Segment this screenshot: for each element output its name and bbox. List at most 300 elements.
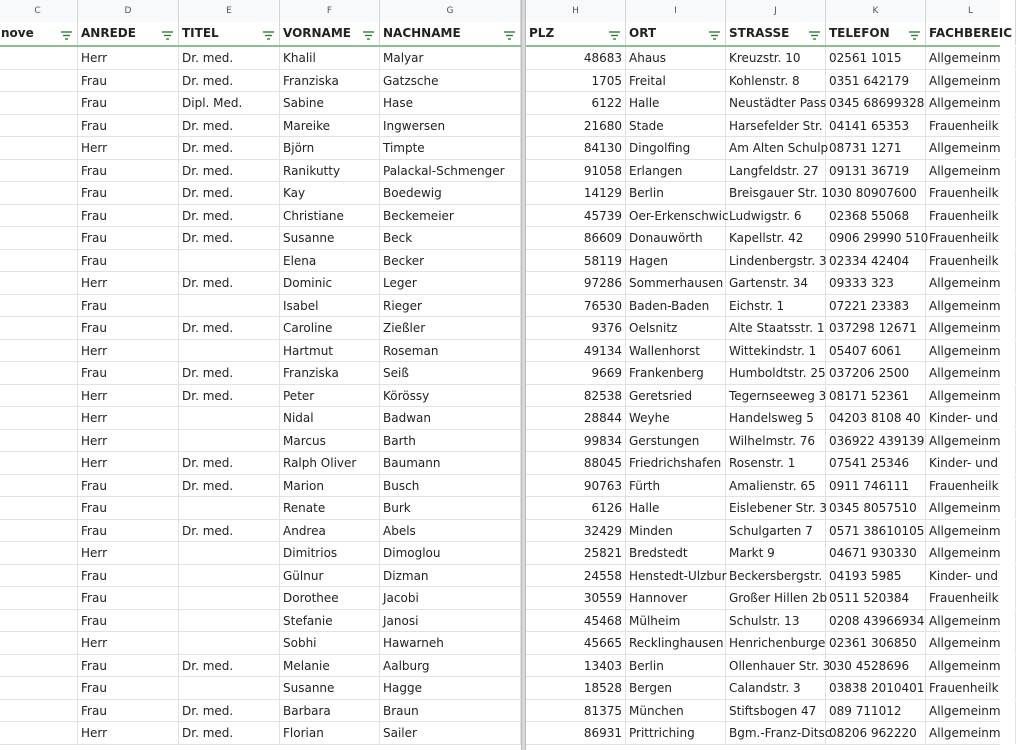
filter-icon[interactable]: [708, 27, 721, 40]
cell-plz[interactable]: 82538: [526, 385, 626, 407]
cell-plz[interactable]: 58119: [526, 250, 626, 272]
cell-titel[interactable]: [179, 250, 280, 272]
cell-strasse[interactable]: Eichstr. 1: [726, 295, 826, 317]
cell-ort[interactable]: Frankenberg: [626, 362, 726, 384]
cell-ort[interactable]: Minden: [626, 520, 726, 542]
cell-ort[interactable]: Geretsried: [626, 385, 726, 407]
cell-c[interactable]: [0, 362, 78, 384]
cell-fachbereich[interactable]: Kinder- und: [926, 565, 1016, 587]
cell-ort[interactable]: Berlin: [626, 182, 726, 204]
cell-telefon[interactable]: 030 80907600: [826, 182, 926, 204]
cell-fachbereich[interactable]: Allgemeinm: [926, 700, 1016, 722]
cell-c[interactable]: [0, 475, 78, 497]
cell-strasse[interactable]: Kohlenstr. 8: [726, 70, 826, 92]
cell-c[interactable]: [0, 610, 78, 632]
cell-c[interactable]: [0, 385, 78, 407]
cell-vorname[interactable]: Franziska: [280, 70, 380, 92]
cell-vorname[interactable]: Susanne: [280, 227, 380, 249]
cell-fachbereich[interactable]: Allgemeinm: [926, 137, 1016, 159]
cell-fachbereich[interactable]: Frauenheilk: [926, 250, 1016, 272]
cell-titel[interactable]: [179, 677, 280, 699]
cell-fachbereich[interactable]: Frauenheilk: [926, 677, 1016, 699]
cell-titel[interactable]: [179, 587, 280, 609]
cell-c[interactable]: [0, 700, 78, 722]
cell-anrede[interactable]: Frau: [78, 227, 179, 249]
cell-titel[interactable]: [179, 295, 280, 317]
cell-vorname[interactable]: Florian: [280, 722, 380, 744]
cell-ort[interactable]: Halle: [626, 497, 726, 519]
cell-telefon[interactable]: 05407 6061: [826, 340, 926, 362]
cell-anrede[interactable]: Frau: [78, 520, 179, 542]
cell-vorname[interactable]: Sabine: [280, 92, 380, 114]
cell-titel[interactable]: [179, 542, 280, 564]
cell-plz[interactable]: 88045: [526, 452, 626, 474]
cell-telefon[interactable]: 0571 38610105: [826, 520, 926, 542]
cell-telefon[interactable]: 02561 1015: [826, 47, 926, 69]
cell-nachname[interactable]: Burk: [380, 497, 521, 519]
cell-nachname[interactable]: Badwan: [380, 407, 521, 429]
cell-telefon[interactable]: 04193 5985: [826, 565, 926, 587]
frozen-column-divider[interactable]: [521, 0, 526, 750]
filter-icon[interactable]: [362, 27, 375, 40]
cell-nachname[interactable]: Beck: [380, 227, 521, 249]
cell-titel[interactable]: Dipl. Med.: [179, 92, 280, 114]
cell-c[interactable]: [0, 722, 78, 744]
cell-vorname[interactable]: Nidal: [280, 407, 380, 429]
column-letter-e[interactable]: E: [179, 0, 280, 22]
cell-strasse[interactable]: Harsefelder Str.: [726, 115, 826, 137]
cell-anrede[interactable]: Frau: [78, 700, 179, 722]
cell-strasse[interactable]: Humboldtstr. 25: [726, 362, 826, 384]
cell-titel[interactable]: [179, 430, 280, 452]
header-cell-plz[interactable]: [526, 22, 626, 45]
cell-fachbereich[interactable]: Frauenheilk: [926, 587, 1016, 609]
cell-plz[interactable]: 6126: [526, 497, 626, 519]
cell-fachbereich[interactable]: Allgemeinm: [926, 47, 1016, 69]
cell-nachname[interactable]: Abels: [380, 520, 521, 542]
cell-anrede[interactable]: Frau: [78, 677, 179, 699]
header-cell-strasse[interactable]: [726, 22, 826, 45]
column-letter-j[interactable]: J: [726, 0, 826, 22]
cell-telefon[interactable]: 08171 52361: [826, 385, 926, 407]
cell-vorname[interactable]: Gülnur: [280, 565, 380, 587]
cell-c[interactable]: [0, 677, 78, 699]
cell-c[interactable]: [0, 542, 78, 564]
cell-c[interactable]: [0, 205, 78, 227]
cell-ort[interactable]: Weyhe: [626, 407, 726, 429]
cell-vorname[interactable]: Elena: [280, 250, 380, 272]
cell-vorname[interactable]: Dorothee: [280, 587, 380, 609]
cell-vorname[interactable]: Peter: [280, 385, 380, 407]
cell-vorname[interactable]: Barbara: [280, 700, 380, 722]
cell-nachname[interactable]: Gatzsche: [380, 70, 521, 92]
column-letter-f[interactable]: F: [280, 0, 380, 22]
cell-strasse[interactable]: Amalienstr. 65: [726, 475, 826, 497]
cell-anrede[interactable]: Herr: [78, 430, 179, 452]
cell-fachbereich[interactable]: Frauenheilk: [926, 182, 1016, 204]
cell-telefon[interactable]: 02334 42404: [826, 250, 926, 272]
cell-titel[interactable]: Dr. med.: [179, 70, 280, 92]
cell-vorname[interactable]: Stefanie: [280, 610, 380, 632]
cell-titel[interactable]: Dr. med.: [179, 700, 280, 722]
cell-nachname[interactable]: Becker: [380, 250, 521, 272]
cell-plz[interactable]: 18528: [526, 677, 626, 699]
cell-telefon[interactable]: 0351 642179: [826, 70, 926, 92]
cell-anrede[interactable]: Frau: [78, 655, 179, 677]
cell-telefon[interactable]: 037206 2500: [826, 362, 926, 384]
filter-icon[interactable]: [60, 27, 73, 40]
cell-plz[interactable]: 14129: [526, 182, 626, 204]
cell-titel[interactable]: [179, 565, 280, 587]
cell-anrede[interactable]: Frau: [78, 205, 179, 227]
cell-ort[interactable]: Bredstedt: [626, 542, 726, 564]
cell-c[interactable]: [0, 407, 78, 429]
cell-c[interactable]: [0, 70, 78, 92]
cell-plz[interactable]: 30559: [526, 587, 626, 609]
cell-fachbereich[interactable]: Allgemeinm: [926, 632, 1016, 654]
cell-plz[interactable]: 45739: [526, 205, 626, 227]
cell-c[interactable]: [0, 137, 78, 159]
cell-telefon[interactable]: 030 4528696: [826, 655, 926, 677]
cell-strasse[interactable]: Stiftsbogen 47: [726, 700, 826, 722]
cell-vorname[interactable]: Marion: [280, 475, 380, 497]
cell-c[interactable]: [0, 520, 78, 542]
cell-c[interactable]: [0, 182, 78, 204]
cell-strasse[interactable]: Wittekindstr. 1: [726, 340, 826, 362]
cell-strasse[interactable]: Rosenstr. 1: [726, 452, 826, 474]
cell-nachname[interactable]: Zießler: [380, 317, 521, 339]
cell-anrede[interactable]: Herr: [78, 452, 179, 474]
cell-telefon[interactable]: 09333 323: [826, 272, 926, 294]
cell-c[interactable]: [0, 227, 78, 249]
cell-strasse[interactable]: Eislebener Str. 3: [726, 497, 826, 519]
cell-vorname[interactable]: Andrea: [280, 520, 380, 542]
cell-plz[interactable]: 45468: [526, 610, 626, 632]
cell-titel[interactable]: Dr. med.: [179, 205, 280, 227]
cell-telefon[interactable]: 036922 439139: [826, 430, 926, 452]
cell-strasse[interactable]: Neustädter Pass: [726, 92, 826, 114]
cell-nachname[interactable]: Baumann: [380, 452, 521, 474]
cell-anrede[interactable]: Herr: [78, 722, 179, 744]
cell-anrede[interactable]: Herr: [78, 340, 179, 362]
cell-strasse[interactable]: Lindenbergstr. 3: [726, 250, 826, 272]
cell-nachname[interactable]: Timpte: [380, 137, 521, 159]
cell-nachname[interactable]: Palackal-Schmenger: [380, 160, 521, 182]
cell-c[interactable]: [0, 340, 78, 362]
cell-strasse[interactable]: Beckersbergstr.: [726, 565, 826, 587]
cell-plz[interactable]: 84130: [526, 137, 626, 159]
cell-ort[interactable]: Prittriching: [626, 722, 726, 744]
cell-nachname[interactable]: Hawarneh: [380, 632, 521, 654]
cell-fachbereich[interactable]: Kinder- und: [926, 407, 1016, 429]
cell-strasse[interactable]: Ollenhauer Str. 3: [726, 655, 826, 677]
cell-titel[interactable]: [179, 340, 280, 362]
cell-telefon[interactable]: 04141 65353: [826, 115, 926, 137]
header-cell-fachbereich[interactable]: [926, 22, 1016, 45]
cell-telefon[interactable]: 0208 43966934: [826, 610, 926, 632]
cell-strasse[interactable]: Kreuzstr. 10: [726, 47, 826, 69]
cell-fachbereich[interactable]: Allgemeinm: [926, 722, 1016, 744]
cell-vorname[interactable]: Dimitrios: [280, 542, 380, 564]
filter-icon[interactable]: [608, 27, 621, 40]
cell-anrede[interactable]: Herr: [78, 272, 179, 294]
cell-strasse[interactable]: Handelsweg 5: [726, 407, 826, 429]
cell-c[interactable]: [0, 655, 78, 677]
cell-nachname[interactable]: Boedewig: [380, 182, 521, 204]
cell-telefon[interactable]: 07221 23383: [826, 295, 926, 317]
cell-ort[interactable]: Berlin: [626, 655, 726, 677]
cell-fachbereich[interactable]: Allgemeinm: [926, 655, 1016, 677]
cell-c[interactable]: [0, 115, 78, 137]
cell-fachbereich[interactable]: Frauenheilk: [926, 475, 1016, 497]
cell-anrede[interactable]: Frau: [78, 497, 179, 519]
filter-icon[interactable]: [262, 27, 275, 40]
cell-plz[interactable]: 9669: [526, 362, 626, 384]
cell-strasse[interactable]: Wilhelmstr. 76: [726, 430, 826, 452]
cell-strasse[interactable]: Tegernseeweg 3: [726, 385, 826, 407]
cell-plz[interactable]: 97286: [526, 272, 626, 294]
cell-telefon[interactable]: 02361 306850: [826, 632, 926, 654]
cell-plz[interactable]: 90763: [526, 475, 626, 497]
cell-ort[interactable]: Stade: [626, 115, 726, 137]
cell-nachname[interactable]: Dizman: [380, 565, 521, 587]
cell-plz[interactable]: 99834: [526, 430, 626, 452]
cell-plz[interactable]: 86931: [526, 722, 626, 744]
cell-vorname[interactable]: Marcus: [280, 430, 380, 452]
cell-titel[interactable]: Dr. med.: [179, 722, 280, 744]
cell-nachname[interactable]: Aalburg: [380, 655, 521, 677]
cell-ort[interactable]: Oer-Erkenschwic: [626, 205, 726, 227]
header-cell-telefon[interactable]: [826, 22, 926, 45]
cell-plz[interactable]: 13403: [526, 655, 626, 677]
cell-fachbereich[interactable]: Frauenheilk: [926, 227, 1016, 249]
cell-ort[interactable]: Bergen: [626, 677, 726, 699]
filter-icon[interactable]: [161, 27, 174, 40]
header-cell-nachname[interactable]: [380, 22, 521, 45]
cell-c[interactable]: [0, 295, 78, 317]
cell-ort[interactable]: Henstedt-Ulzbur: [626, 565, 726, 587]
cell-nachname[interactable]: Seiß: [380, 362, 521, 384]
cell-fachbereich[interactable]: Allgemeinm: [926, 70, 1016, 92]
cell-plz[interactable]: 76530: [526, 295, 626, 317]
cell-titel[interactable]: Dr. med.: [179, 47, 280, 69]
cell-strasse[interactable]: Gartenstr. 34: [726, 272, 826, 294]
cell-anrede[interactable]: Herr: [78, 542, 179, 564]
cell-c[interactable]: [0, 92, 78, 114]
cell-vorname[interactable]: Dominic: [280, 272, 380, 294]
cell-anrede[interactable]: Frau: [78, 317, 179, 339]
cell-ort[interactable]: Recklinghausen: [626, 632, 726, 654]
cell-vorname[interactable]: Khalil: [280, 47, 380, 69]
cell-nachname[interactable]: Ingwersen: [380, 115, 521, 137]
column-letter-c[interactable]: C: [0, 0, 78, 22]
cell-anrede[interactable]: Frau: [78, 565, 179, 587]
cell-plz[interactable]: 32429: [526, 520, 626, 542]
cell-anrede[interactable]: Frau: [78, 295, 179, 317]
cell-nachname[interactable]: Hagge: [380, 677, 521, 699]
cell-c[interactable]: [0, 47, 78, 69]
cell-titel[interactable]: [179, 632, 280, 654]
cell-plz[interactable]: 48683: [526, 47, 626, 69]
column-letter-h[interactable]: H: [526, 0, 626, 22]
cell-fachbereich[interactable]: Kinder- und: [926, 452, 1016, 474]
cell-telefon[interactable]: 0345 68699328: [826, 92, 926, 114]
cell-nachname[interactable]: Körössy: [380, 385, 521, 407]
header-cell-vorname[interactable]: [280, 22, 380, 45]
header-cell-ort[interactable]: [626, 22, 726, 45]
cell-nachname[interactable]: Barth: [380, 430, 521, 452]
cell-anrede[interactable]: Frau: [78, 115, 179, 137]
cell-anrede[interactable]: Herr: [78, 407, 179, 429]
cell-nachname[interactable]: Hase: [380, 92, 521, 114]
cell-telefon[interactable]: 09131 36719: [826, 160, 926, 182]
cell-vorname[interactable]: Isabel: [280, 295, 380, 317]
cell-telefon[interactable]: 03838 2010401: [826, 677, 926, 699]
column-letter-d[interactable]: D: [78, 0, 179, 22]
column-letter-g[interactable]: G: [380, 0, 521, 22]
cell-anrede[interactable]: Herr: [78, 385, 179, 407]
cell-ort[interactable]: München: [626, 700, 726, 722]
cell-titel[interactable]: [179, 610, 280, 632]
cell-c[interactable]: [0, 430, 78, 452]
cell-fachbereich[interactable]: Frauenheilk: [926, 205, 1016, 227]
column-letter-l[interactable]: L: [926, 0, 1016, 22]
cell-telefon[interactable]: 0345 8057510: [826, 497, 926, 519]
cell-c[interactable]: [0, 565, 78, 587]
cell-vorname[interactable]: Christiane: [280, 205, 380, 227]
cell-plz[interactable]: 49134: [526, 340, 626, 362]
cell-anrede[interactable]: Frau: [78, 362, 179, 384]
cell-telefon[interactable]: 0911 746111: [826, 475, 926, 497]
cell-strasse[interactable]: Alte Staatsstr. 1: [726, 317, 826, 339]
cell-nachname[interactable]: Janosi: [380, 610, 521, 632]
cell-anrede[interactable]: Frau: [78, 182, 179, 204]
cell-telefon[interactable]: 037298 12671: [826, 317, 926, 339]
cell-c[interactable]: [0, 272, 78, 294]
cell-titel[interactable]: Dr. med.: [179, 475, 280, 497]
cell-titel[interactable]: Dr. med.: [179, 160, 280, 182]
cell-fachbereich[interactable]: Allgemeinm: [926, 272, 1016, 294]
cell-fachbereich[interactable]: Allgemeinm: [926, 430, 1016, 452]
cell-anrede[interactable]: Frau: [78, 475, 179, 497]
cell-ort[interactable]: Wallenhorst: [626, 340, 726, 362]
cell-ort[interactable]: Mülheim: [626, 610, 726, 632]
cell-telefon[interactable]: 04671 930330: [826, 542, 926, 564]
cell-telefon[interactable]: 0511 520384: [826, 587, 926, 609]
header-cell-titel[interactable]: [179, 22, 280, 45]
cell-ort[interactable]: Hannover: [626, 587, 726, 609]
cell-c[interactable]: [0, 497, 78, 519]
cell-titel[interactable]: Dr. med.: [179, 452, 280, 474]
cell-anrede[interactable]: Frau: [78, 70, 179, 92]
cell-titel[interactable]: Dr. med.: [179, 272, 280, 294]
cell-titel[interactable]: Dr. med.: [179, 115, 280, 137]
cell-c[interactable]: [0, 250, 78, 272]
cell-telefon[interactable]: 089 711012: [826, 700, 926, 722]
cell-c[interactable]: [0, 632, 78, 654]
cell-plz[interactable]: 45665: [526, 632, 626, 654]
cell-fachbereich[interactable]: Allgemeinm: [926, 610, 1016, 632]
cell-titel[interactable]: Dr. med.: [179, 227, 280, 249]
cell-vorname[interactable]: Susanne: [280, 677, 380, 699]
cell-vorname[interactable]: Melanie: [280, 655, 380, 677]
cell-strasse[interactable]: Breisgauer Str. 1: [726, 182, 826, 204]
cell-ort[interactable]: Fürth: [626, 475, 726, 497]
cell-ort[interactable]: Dingolfing: [626, 137, 726, 159]
cell-vorname[interactable]: Renate: [280, 497, 380, 519]
cell-nachname[interactable]: Dimoglou: [380, 542, 521, 564]
cell-titel[interactable]: Dr. med.: [179, 362, 280, 384]
cell-ort[interactable]: Friedrichshafen: [626, 452, 726, 474]
header-cell-anrede[interactable]: [78, 22, 179, 45]
cell-fachbereich[interactable]: Allgemeinm: [926, 340, 1016, 362]
filter-icon[interactable]: [808, 27, 821, 40]
cell-anrede[interactable]: Herr: [78, 137, 179, 159]
cell-titel[interactable]: Dr. med.: [179, 317, 280, 339]
cell-strasse[interactable]: Am Alten Schulp: [726, 137, 826, 159]
cell-ort[interactable]: Ahaus: [626, 47, 726, 69]
cell-strasse[interactable]: Henrichenburge: [726, 632, 826, 654]
cell-ort[interactable]: Gerstungen: [626, 430, 726, 452]
cell-ort[interactable]: Freital: [626, 70, 726, 92]
cell-c[interactable]: [0, 317, 78, 339]
cell-plz[interactable]: 9376: [526, 317, 626, 339]
cell-ort[interactable]: Donauwörth: [626, 227, 726, 249]
cell-fachbereich[interactable]: Allgemeinm: [926, 295, 1016, 317]
cell-strasse[interactable]: Großer Hillen 2b: [726, 587, 826, 609]
cell-ort[interactable]: Sommerhausen: [626, 272, 726, 294]
cell-telefon[interactable]: 04203 8108 40: [826, 407, 926, 429]
cell-anrede[interactable]: Frau: [78, 610, 179, 632]
cell-titel[interactable]: Dr. med.: [179, 385, 280, 407]
cell-vorname[interactable]: Björn: [280, 137, 380, 159]
cell-fachbereich[interactable]: Allgemeinm: [926, 92, 1016, 114]
cell-vorname[interactable]: Franziska: [280, 362, 380, 384]
cell-plz[interactable]: 28844: [526, 407, 626, 429]
cell-strasse[interactable]: Schulgarten 7: [726, 520, 826, 542]
cell-telefon[interactable]: 0906 29990 510: [826, 227, 926, 249]
cell-vorname[interactable]: Ralph Oliver: [280, 452, 380, 474]
cell-vorname[interactable]: Caroline: [280, 317, 380, 339]
cell-telefon[interactable]: 08206 962220: [826, 722, 926, 744]
cell-strasse[interactable]: Calandstr. 3: [726, 677, 826, 699]
cell-plz[interactable]: 21680: [526, 115, 626, 137]
cell-fachbereich[interactable]: Allgemeinm: [926, 385, 1016, 407]
cell-nachname[interactable]: Busch: [380, 475, 521, 497]
cell-nachname[interactable]: Beckemeier: [380, 205, 521, 227]
cell-fachbereich[interactable]: Allgemeinm: [926, 520, 1016, 542]
filter-icon[interactable]: [908, 27, 921, 40]
cell-plz[interactable]: 91058: [526, 160, 626, 182]
cell-strasse[interactable]: Kapellstr. 42: [726, 227, 826, 249]
cell-strasse[interactable]: Langfeldstr. 27: [726, 160, 826, 182]
cell-vorname[interactable]: Ranikutty: [280, 160, 380, 182]
cell-nachname[interactable]: Roseman: [380, 340, 521, 362]
cell-fachbereich[interactable]: Allgemeinm: [926, 317, 1016, 339]
cell-strasse[interactable]: Bgm.-Franz-Ditsc: [726, 722, 826, 744]
cell-anrede[interactable]: Frau: [78, 587, 179, 609]
cell-ort[interactable]: Hagen: [626, 250, 726, 272]
cell-vorname[interactable]: Mareike: [280, 115, 380, 137]
cell-anrede[interactable]: Frau: [78, 250, 179, 272]
cell-fachbereich[interactable]: Allgemeinm: [926, 497, 1016, 519]
cell-plz[interactable]: 1705: [526, 70, 626, 92]
cell-plz[interactable]: 6122: [526, 92, 626, 114]
cell-ort[interactable]: Halle: [626, 92, 726, 114]
cell-ort[interactable]: Baden-Baden: [626, 295, 726, 317]
cell-nachname[interactable]: Sailer: [380, 722, 521, 744]
cell-ort[interactable]: Oelsnitz: [626, 317, 726, 339]
